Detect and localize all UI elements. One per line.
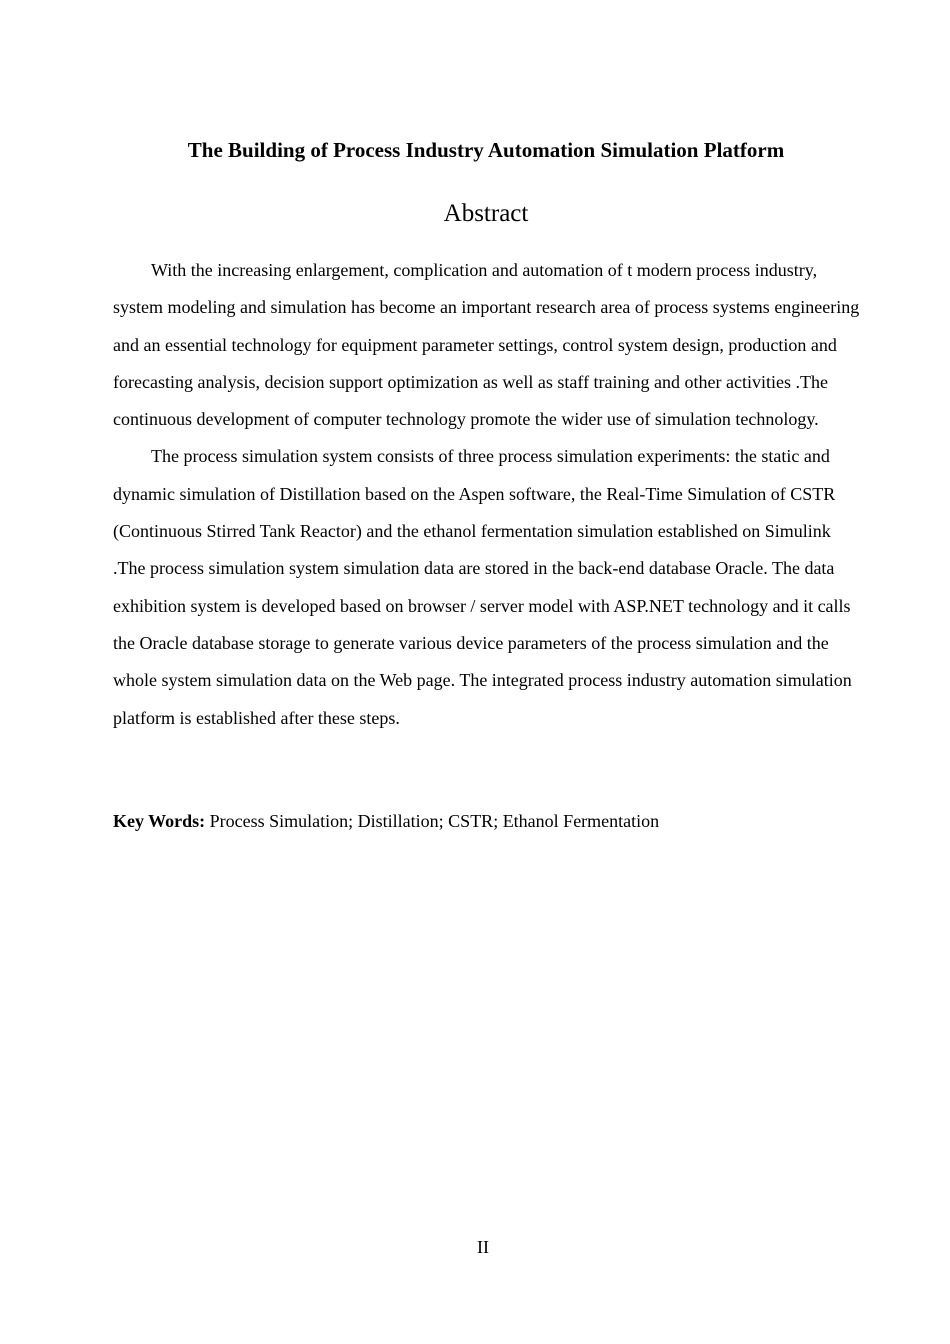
abstract-heading: Abstract <box>443 200 529 227</box>
page-number: II <box>477 1237 489 1257</box>
abstract-paragraph-2: The process simulation system consists of three process simulation experiments: the static and dynamic simulation of Distillation based on the Aspen software, the Real-Time Simulation of CSTR (Continuous Stirred Tank Reactor) and the ethanol fermentation simulation established on Simulink .The process simulation system simulation data are stored in the back-end database Oracle. The data exhibition system is developed based on browser / server model with ASP.NET technology and it calls the Oracle database storage to generate various device parameters of the process simulation and the whole system simulation data on the Web page. The integrated process industry automation simulation platform is established after these steps. <box>113 446 852 728</box>
abstract-paragraph-1: With the increasing enlargement, complication and automation of t modern process industry, system modeling and simulation has become an important research area of process systems engineering and an essential technology for equipment parameter settings, control system design, production and forecasting analysis, decision support optimization as well as staff training and other activities .The continuous development of computer technology promote the wider use of simulation technology. <box>113 260 860 430</box>
keywords-text: Process Simulation; Distillation; CSTR; Ethanol Fermentation <box>209 811 660 831</box>
keywords-line <box>113 807 861 835</box>
keywords-label: Key Words: <box>113 811 206 831</box>
document-title: The Building of Process Industry Automation Simulation Platform <box>187 138 785 162</box>
abstract-body <box>113 252 861 737</box>
